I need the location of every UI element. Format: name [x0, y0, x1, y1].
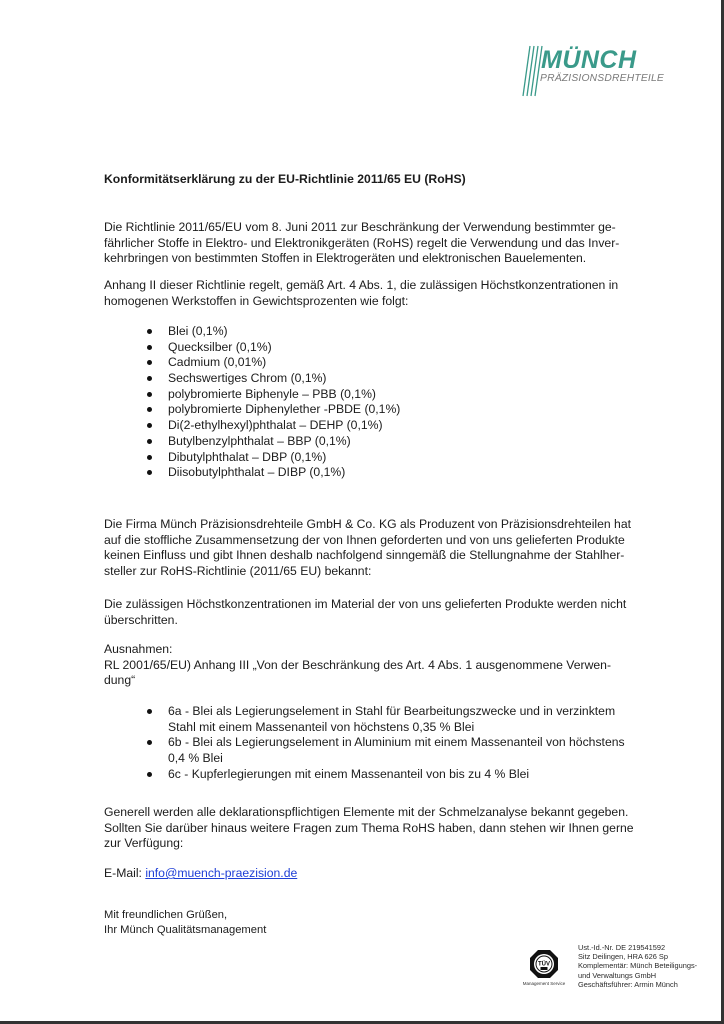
bullet-icon — [147, 423, 152, 428]
email-line — [104, 866, 644, 882]
general-partner: Komplementär: Münch Beteiligungs- — [578, 961, 698, 971]
text-line: fährlicher Stoffe in Elektro- und Elektronikgeräten (RoHS) regelt die Verwendung und das Inver- — [104, 235, 620, 250]
logo-name: MÜNCH — [541, 46, 637, 74]
text-line: Ausnahmen: — [104, 642, 173, 656]
company-statement — [104, 517, 644, 580]
text-line: überschritten. — [104, 612, 178, 627]
company-info — [578, 943, 697, 989]
text-line: zur Verfügung: — [104, 836, 184, 851]
list-item: Cadmium (0,01%) — [104, 355, 146, 371]
annex-paragraph — [104, 278, 644, 309]
list-item: Quecksilber (0,1%) — [104, 340, 146, 356]
list-item: Blei (0,1%) — [104, 324, 146, 340]
text-line: Die zulässigen Höchstkonzentrationen im Material der von uns gelieferten Produkte werden nicht — [104, 597, 627, 611]
text-line: Sollten Sie darüber hinaus weitere Fragen zum Thema RoHS haben, dann stehen wir Ihnen gerne — [104, 820, 634, 835]
logo-subtitle: PRÄZISIONSDREHTEILE — [540, 73, 664, 84]
text-line: Die Richtlinie 2011/65/EU vom 8. Juni 2011 zur Beschränkung der Verwendung bestimmter ge- — [104, 220, 616, 234]
email-label: E-Mail: — [104, 866, 146, 880]
list-item: Butylbenzylphthalat – BBP (0,1%) — [104, 434, 146, 450]
text-line: steller zur RoHS-Richtlinie (2011/65 EU) bekannt: — [104, 564, 372, 579]
list-item: Dibutylphthalat – DBP (0,1%) — [104, 450, 146, 466]
greeting — [104, 908, 644, 939]
intro-paragraph — [104, 220, 644, 267]
bullet-icon — [147, 455, 152, 460]
substance-list — [104, 324, 401, 481]
list-item: 6c - Kupferlegierungen mit einem Massenanteil von bis zu 4 % Blei — [104, 767, 625, 783]
managing-director: Geschäftsführer: Armin Münch — [578, 979, 678, 989]
text-line: Ihr Münch Qualitätsmanagement — [104, 924, 267, 937]
exceptions-heading — [104, 642, 644, 689]
bullet-icon — [147, 376, 152, 381]
text-line: auf die stoffliche Zusammensetzung der von Ihnen geforderten und von uns gelieferten Produkte — [104, 532, 625, 547]
svg-text:TÜV: TÜV — [538, 961, 550, 968]
general-partner-cont: und Verwaltungs GmbH — [578, 970, 657, 980]
exceptions-list — [104, 704, 625, 783]
text-line: keinen Einfluss und gibt Ihnen deshalb nachfolgend sinngemäß die Stellungnahme der Stahlher- — [104, 548, 625, 563]
text-line: RL 2001/65/EU) Anhang III „Von der Beschränkung des Art. 4 Abs. 1 ausgenommene Verwen- — [104, 657, 611, 672]
document-title: Konformitätserklärung zu der EU-Richtlinie 2011/65 EU (RoHS) — [104, 172, 466, 186]
bullet-icon — [147, 329, 152, 334]
bullet-icon — [147, 772, 152, 777]
bullet-icon — [147, 407, 152, 412]
company-logo — [521, 44, 701, 100]
footer — [521, 943, 711, 993]
bullet-icon — [147, 439, 152, 444]
list-item: Di(2-ethylhexyl)phthalat – DEHP (0,1%) — [104, 418, 146, 434]
list-item: Diisobutylphthalat – DIBP (0,1%) — [104, 465, 146, 481]
email-link[interactable]: info@muench-praezision.de — [145, 866, 298, 880]
list-item: 6a - Blei als Legierungselement in Stahl für Bearbeitungszwecke und in verzinktem Stahl mit einem Massenanteil von höchstens 0,35 % Blei — [104, 704, 625, 735]
text-line: dung“ — [104, 673, 136, 688]
bullet-icon — [147, 360, 152, 365]
text-line: kehrbringen von bestimmten Stoffen in Elektrogeräten und elektronischen Bauelementen. — [104, 251, 587, 266]
list-item: 6b - Blei als Legierungselement in Aluminium mit einem Massenanteil von höchstens 0,4 % Blei — [104, 735, 625, 766]
text-line: Die Firma Münch Präzisionsdrehteile GmbH & Co. KG als Produzent von Präzisionsdrehteilen hat — [104, 517, 632, 531]
list-item: Sechswertiges Chrom (0,1%) — [104, 371, 146, 387]
vat-id: Ust.-Id.-Nr. DE 219541592 — [578, 943, 666, 952]
text-line: Anhang II dieser Richtlinie regelt, gemäß Art. 4 Abs. 1, die zulässigen Höchstkonzentrationen in — [104, 278, 619, 292]
text-line: Mit freundlichen Grüßen, — [104, 909, 228, 921]
logo-stripes-icon — [521, 44, 543, 98]
registered-office: Sitz Deilingen, HRA 626 Sp — [578, 952, 668, 962]
closing-paragraph — [104, 805, 644, 852]
bullet-icon — [147, 470, 152, 475]
tuv-certification-icon — [529, 949, 559, 979]
text-line: homogenen Werkstoffen in Gewichtsprozenten wie folgt: — [104, 293, 409, 308]
certification-label: Management Service — [522, 981, 566, 986]
bullet-icon — [147, 709, 152, 714]
list-item: polybromierte Diphenylether -PBDE (0,1%) — [104, 402, 146, 418]
limits-statement — [104, 597, 644, 628]
list-item: polybromierte Biphenyle – PBB (0,1%) — [104, 387, 146, 403]
text-line: Generell werden alle deklarationspflichtigen Elemente mit der Schmelzanalyse bekannt gegeben. — [104, 805, 629, 819]
bullet-icon — [147, 345, 152, 350]
bullet-icon — [147, 392, 152, 397]
